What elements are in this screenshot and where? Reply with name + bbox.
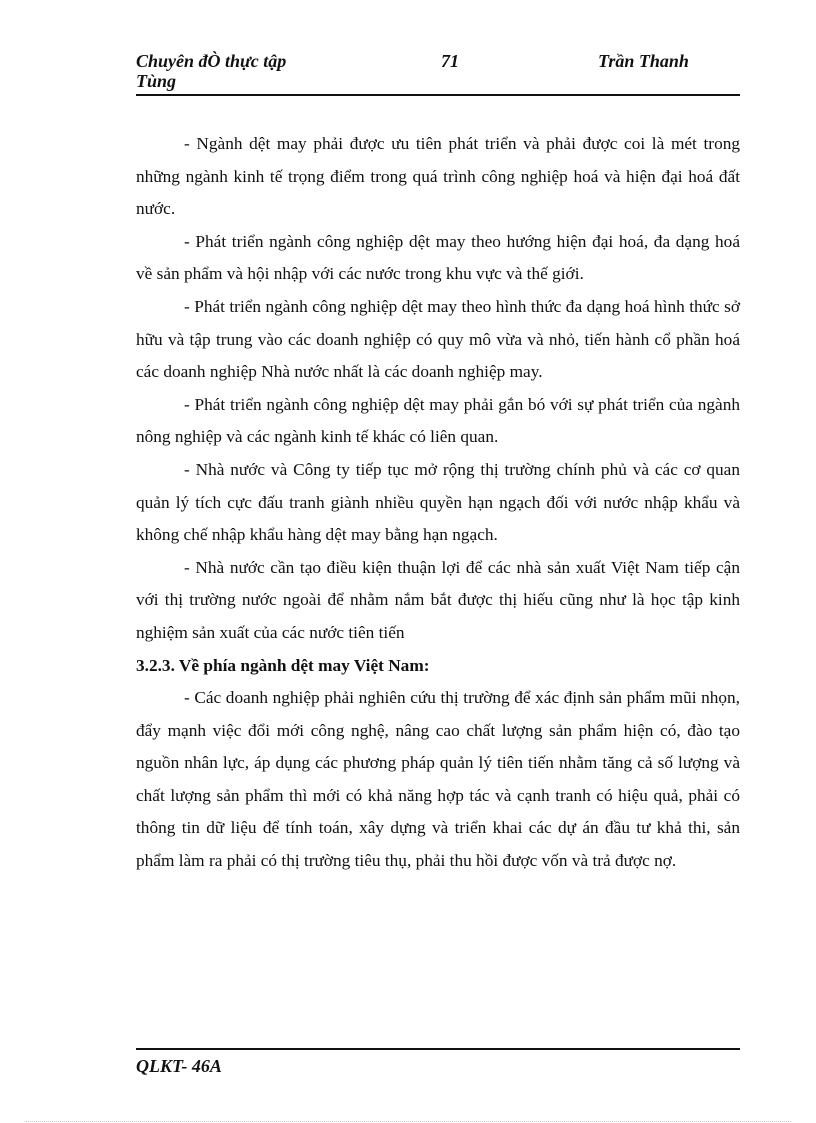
section-heading: 3.2.3. Về phía ngành dệt may Việt Nam: [136, 655, 430, 675]
header-author-continued: Tùng [136, 71, 177, 91]
paragraph-textile-priority: - Ngành dệt may phải được ưu tiên phát triển và phải được coi là mét trong những ngành kinh tế trọng điểm trong quá trình công nghiệp hoá và hiện đại hoá đất nước. [136, 134, 740, 219]
paragraph-foreign-market: - Nhà nước cần tạo điều kiện thuận lợi để các nhà sản xuất Việt Nam tiếp cận với thị trường nước ngoài để nhằm nắm bắt được thị hiếu cũng như là học tập kinh nghiệm sản xuất của các nước tiên tiến [136, 557, 740, 642]
document-body [136, 128, 740, 878]
paragraph-enterprises: - Các doanh nghiệp phải nghiên cứu thị trường để xác định sản phẩm mũi nhọn, đẩy mạnh việc đổi mới công nghệ, nâng cao chất lượng sản phẩm hiện có, đào tạo nguồn nhân lực, áp dụng các phương pháp quản lý tiên tiến nhằm tăng cả số lượng và chất lượng sản phẩm thì mới có khả năng hợp tác và cạnh tranh có hiệu quả, phải có thông tin dữ liệu để tính toán, xây dựng và triển khai các dự án đầu tư khả thi, sản phẩm làm ra phải có thị trường tiêu thụ, phải thu hồi được vốn và trả được nợ. [136, 688, 740, 871]
page-bottom-border [25, 1121, 791, 1122]
page-footer [136, 1048, 740, 1076]
paragraph-agriculture-link: - Phát triển ngành công nghiệp dệt may phải gắn bó với sự phát triển của ngành nông nghiệp và các ngành kinh tế khác có liên quan. [136, 394, 740, 447]
page-number: 71 [441, 51, 459, 71]
footer-class-code: QLKT- 46A [136, 1056, 222, 1076]
page-header [136, 48, 740, 96]
paragraph-market-expansion: - Nhà nước và Công ty tiếp tục mở rộng thị trường chính phủ và các cơ quan quản lý tích cực đấu tranh giành nhiều quyền hạn ngạch đối với nước nhập khẩu và không chế nhập khẩu hàng dệt may bằng hạn ngạch. [136, 459, 740, 545]
header-title: Chuyên đÒ thực tập [136, 51, 287, 71]
header-author: Trần Thanh [598, 51, 689, 71]
paragraph-ownership: - Phát triển ngành công nghiệp dệt may theo hình thức đa dạng hoá hình thức sở hữu và tập trung vào các doanh nghiệp có quy mô vừa và nhỏ, tiến hành cổ phần hoá các doanh nghiệp Nhà nước nhất là các doanh nghiệp may. [136, 296, 740, 382]
paragraph-modernization: - Phát triển ngành công nghiệp dệt may theo hướng hiện đại hoá, đa dạng hoá về sản phẩm và hội nhập với các nước trong khu vực và thế giới. [136, 231, 740, 284]
